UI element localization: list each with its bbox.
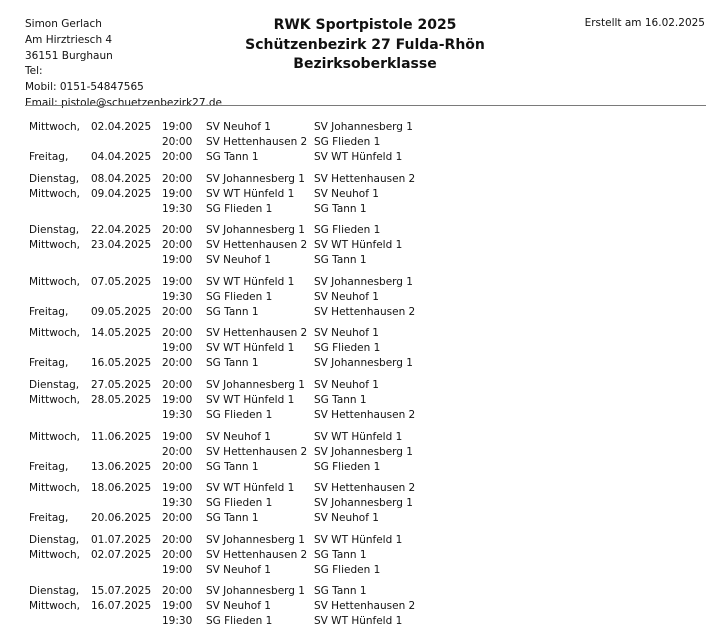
match-time: 19:00 — [162, 430, 193, 443]
match-time: 19:30 — [162, 408, 193, 421]
away-team: SV Johannesberg 1 — [314, 445, 413, 458]
match-date: 18.06.2025 — [91, 482, 152, 495]
home-team: SV WT Hünfeld 1 — [206, 275, 295, 288]
match-time: 20:00 — [162, 533, 193, 546]
title-block — [180, 16, 550, 75]
home-team: SV WT Hünfeld 1 — [206, 342, 295, 355]
away-team: SV Neuhof 1 — [314, 290, 379, 303]
home-team: SV Hettenhausen 2 — [206, 445, 308, 458]
match-time: 20:00 — [162, 460, 193, 473]
document-subtitle: Schützenbezirk 27 Fulda-Rhön — [245, 36, 485, 53]
created-date: Erstellt am 16.02.2025 — [584, 17, 705, 29]
match-time: 20:00 — [162, 585, 193, 598]
match-time: 19:00 — [162, 482, 193, 495]
match-date: 22.04.2025 — [91, 224, 152, 237]
away-team: SG Tann 1 — [314, 202, 367, 215]
match-date: 02.07.2025 — [91, 548, 152, 561]
match-date: 02.04.2025 — [91, 121, 152, 133]
match-day: Mittwoch, — [29, 482, 80, 495]
league-name: Bezirksoberklasse — [293, 56, 437, 72]
match-time: 20:00 — [162, 224, 193, 237]
away-team: SG Flieden 1 — [314, 136, 381, 148]
home-team: SV Johannesberg 1 — [206, 224, 305, 237]
match-day: Mittwoch, — [29, 121, 80, 133]
match-time: 19:00 — [162, 393, 193, 406]
match-date: 20.06.2025 — [91, 512, 152, 525]
away-team: SG Tann 1 — [314, 548, 367, 561]
contact-mobile: Mobil: 0151-54847565 — [25, 81, 144, 94]
away-team: SV Hettenhausen 2 — [314, 172, 416, 185]
away-team: SG Flieden 1 — [314, 563, 381, 576]
header-divider — [25, 105, 706, 106]
home-team: SV Hettenhausen 2 — [206, 548, 308, 561]
match-day: Dienstag, — [29, 533, 80, 546]
away-team: SV Johannesberg 1 — [314, 497, 413, 510]
away-team: SV Johannesberg 1 — [314, 357, 413, 370]
match-time: 20:00 — [162, 548, 193, 561]
away-team: SG Flieden 1 — [314, 460, 381, 473]
match-time: 20:00 — [162, 327, 193, 340]
match-time: 19:30 — [162, 202, 193, 215]
match-day: Mittwoch, — [29, 600, 80, 613]
home-team: SV Neuhof 1 — [206, 430, 271, 443]
away-team: SG Tann 1 — [314, 393, 367, 406]
home-team: SG Tann 1 — [206, 512, 259, 525]
away-team: SV WT Hünfeld 1 — [314, 151, 403, 163]
home-team: SG Tann 1 — [206, 305, 259, 318]
match-date: 15.07.2025 — [91, 585, 152, 598]
home-team: SG Tann 1 — [206, 151, 259, 163]
match-time: 20:00 — [162, 305, 193, 318]
match-time: 19:00 — [162, 187, 193, 200]
match-time: 19:30 — [162, 290, 193, 303]
match-date: 13.06.2025 — [91, 460, 152, 473]
match-time: 20:00 — [162, 151, 193, 163]
match-date: 27.05.2025 — [91, 378, 152, 391]
match-day: Freitag, — [29, 357, 69, 370]
match-day: Mittwoch, — [29, 275, 80, 288]
home-team: SG Flieden 1 — [206, 202, 273, 215]
match-day: Freitag, — [29, 460, 69, 473]
home-team: SV Johannesberg 1 — [206, 585, 305, 598]
away-team: SV Hettenhausen 2 — [314, 408, 416, 421]
away-team: SV Neuhof 1 — [314, 187, 379, 200]
match-time: 19:30 — [162, 615, 193, 628]
match-date: 04.04.2025 — [91, 151, 152, 163]
away-team: SV Neuhof 1 — [314, 512, 379, 525]
away-team: SV WT Hünfeld 1 — [314, 239, 403, 252]
match-day: Mittwoch, — [29, 239, 80, 252]
match-time: 20:00 — [162, 357, 193, 370]
match-day: Mittwoch, — [29, 393, 80, 406]
away-team: SG Tann 1 — [314, 585, 367, 598]
match-date: 08.04.2025 — [91, 172, 152, 185]
match-date: 07.05.2025 — [91, 275, 152, 288]
match-time: 20:00 — [162, 512, 193, 525]
away-team: SV Neuhof 1 — [314, 378, 379, 391]
away-team: SV WT Hünfeld 1 — [314, 615, 403, 628]
home-team: SV Johannesberg 1 — [206, 533, 305, 546]
match-time: 19:30 — [162, 497, 193, 510]
away-team: SV Hettenhausen 2 — [314, 305, 416, 318]
home-team: SV Hettenhausen 2 — [206, 136, 308, 148]
match-date: 09.05.2025 — [91, 305, 152, 318]
match-date: 16.07.2025 — [91, 600, 152, 613]
match-day: Mittwoch, — [29, 430, 80, 443]
match-time: 20:00 — [162, 136, 193, 148]
away-team: SG Flieden 1 — [314, 224, 381, 237]
match-day: Freitag, — [29, 512, 69, 525]
match-time: 19:00 — [162, 600, 193, 613]
home-team: SV Johannesberg 1 — [206, 172, 305, 185]
home-team: SG Flieden 1 — [206, 615, 273, 628]
match-time: 20:00 — [162, 239, 193, 252]
home-team: SG Flieden 1 — [206, 497, 273, 510]
contact-email: Email: pistole@schuetzenbezirk27.de — [25, 96, 223, 109]
contact-phone: Tel: — [25, 65, 43, 78]
match-day: Dienstag, — [29, 378, 80, 391]
match-date: 09.04.2025 — [91, 187, 152, 200]
match-day: Mittwoch, — [29, 187, 80, 200]
away-team: SV WT Hünfeld 1 — [314, 533, 403, 546]
away-team: SV Johannesberg 1 — [314, 275, 413, 288]
home-team: SG Tann 1 — [206, 460, 259, 473]
match-day: Mittwoch, — [29, 327, 80, 340]
away-team: SV Neuhof 1 — [314, 327, 379, 340]
match-date: 01.07.2025 — [91, 533, 152, 546]
contact-name: Simon Gerlach — [25, 18, 102, 30]
match-day: Dienstag, — [29, 585, 80, 598]
home-team: SV Neuhof 1 — [206, 563, 271, 576]
home-team: SV Neuhof 1 — [206, 254, 271, 267]
contact-city: 36151 Burghaun — [25, 49, 113, 62]
match-date: 14.05.2025 — [91, 327, 152, 340]
away-team: SV Hettenhausen 2 — [314, 600, 416, 613]
home-team: SV WT Hünfeld 1 — [206, 393, 295, 406]
home-team: SV Neuhof 1 — [206, 121, 271, 133]
home-team: SV WT Hünfeld 1 — [206, 482, 295, 495]
match-day: Mittwoch, — [29, 548, 80, 561]
match-time: 19:00 — [162, 563, 193, 576]
match-time: 20:00 — [162, 172, 193, 185]
match-day: Freitag, — [29, 305, 69, 318]
match-date: 23.04.2025 — [91, 239, 152, 252]
away-team: SV Hettenhausen 2 — [314, 482, 416, 495]
away-team: SV WT Hünfeld 1 — [314, 430, 403, 443]
home-team: SG Flieden 1 — [206, 408, 273, 421]
match-time: 19:00 — [162, 275, 193, 288]
away-team: SG Tann 1 — [314, 254, 367, 267]
match-time: 20:00 — [162, 378, 193, 391]
match-date: 16.05.2025 — [91, 357, 152, 370]
away-team: SG Flieden 1 — [314, 342, 381, 355]
match-day: Freitag, — [29, 151, 69, 163]
home-team: SV Johannesberg 1 — [206, 378, 305, 391]
home-team: SG Flieden 1 — [206, 290, 273, 303]
home-team: SV Neuhof 1 — [206, 600, 271, 613]
match-date: 28.05.2025 — [91, 393, 152, 406]
home-team: SV WT Hünfeld 1 — [206, 187, 295, 200]
document-title: RWK Sportpistole 2025 — [273, 17, 457, 33]
match-day: Dienstag, — [29, 224, 80, 237]
match-date: 11.06.2025 — [91, 430, 152, 443]
match-time: 19:00 — [162, 121, 193, 133]
match-time: 19:00 — [162, 254, 193, 267]
match-time: 19:00 — [162, 342, 193, 355]
match-day: Dienstag, — [29, 172, 80, 185]
home-team: SV Hettenhausen 2 — [206, 239, 308, 252]
home-team: SV Hettenhausen 2 — [206, 327, 308, 340]
away-team: SV Johannesberg 1 — [314, 121, 413, 133]
home-team: SG Tann 1 — [206, 357, 259, 370]
contact-street: Am Hirztriesch 4 — [25, 33, 113, 46]
match-time: 20:00 — [162, 445, 193, 458]
